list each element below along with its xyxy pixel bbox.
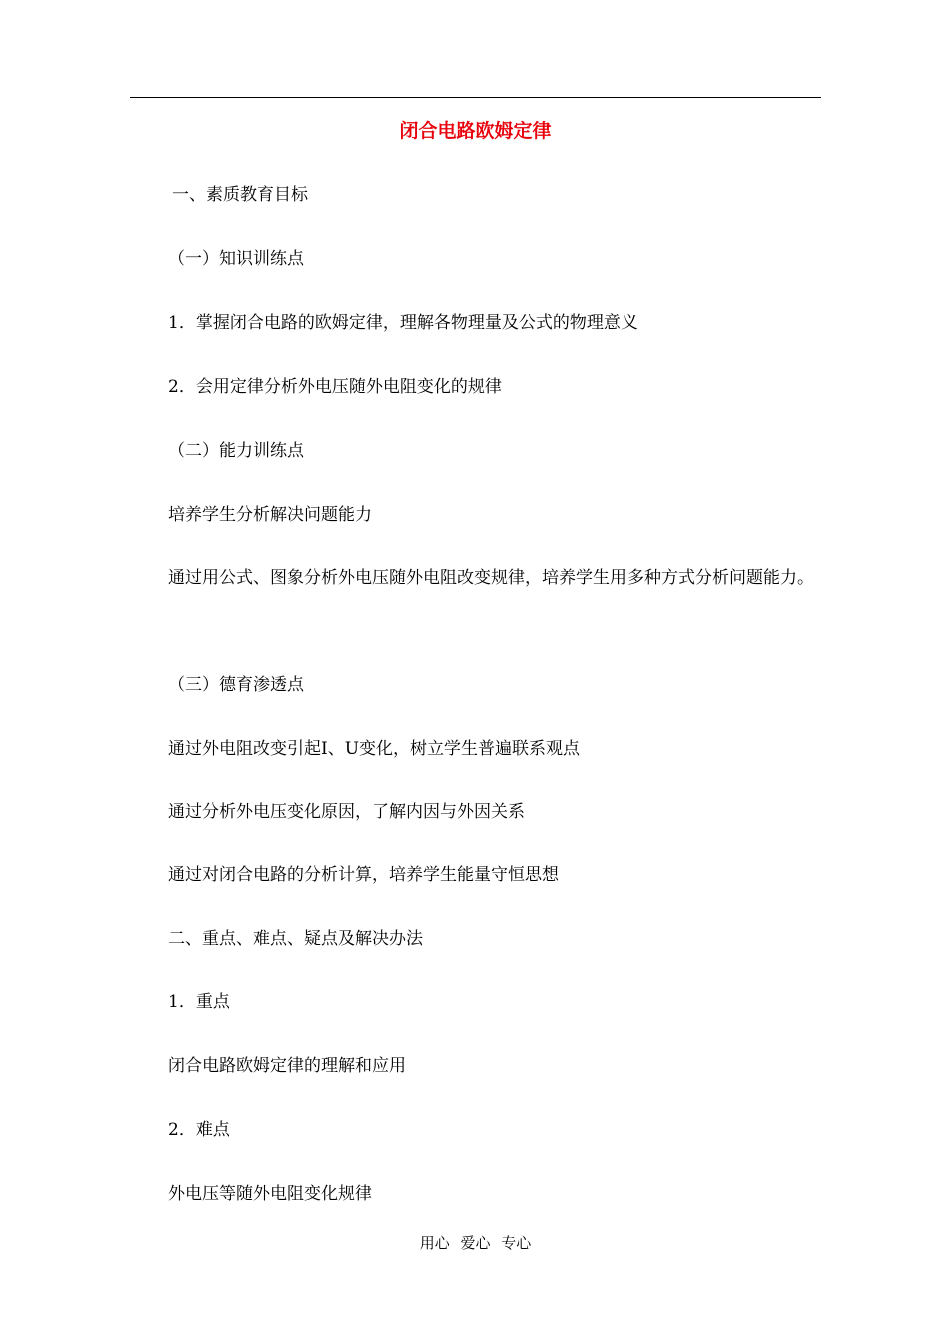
list-item: 1．重点 bbox=[168, 992, 230, 1012]
paragraph-line: 闭合电路欧姆定律的理解和应用 bbox=[168, 1056, 406, 1076]
paragraph-line: 外电压等随外电阻变化规律 bbox=[168, 1184, 372, 1204]
section-heading-1: 一、素质教育目标 bbox=[172, 185, 308, 205]
header-rule bbox=[130, 97, 821, 98]
paragraph-line: 通过外电阻改变引起I、U变化，树立学生普遍联系观点 bbox=[168, 739, 581, 759]
paragraph-line: 培养学生分析解决问题能力 bbox=[168, 505, 372, 525]
paragraph-text: 通过用公式、图象分析外电压随外电阻改变规律，培养学生用多种方式分析问题能力。 bbox=[168, 568, 814, 588]
list-item: 2．难点 bbox=[168, 1120, 230, 1140]
subsection-heading-knowledge: （一）知识训练点 bbox=[168, 249, 304, 269]
paragraph-line: 通过对闭合电路的分析计算，培养学生能量守恒思想 bbox=[168, 865, 559, 885]
subsection-heading-ability: （二）能力训练点 bbox=[168, 441, 304, 461]
document-title: 闭合电路欧姆定律 bbox=[399, 120, 552, 142]
subsection-heading-moral: （三）德育渗透点 bbox=[168, 675, 304, 695]
paragraph-line: 通过分析外电压变化原因，了解内因与外因关系 bbox=[168, 802, 525, 822]
list-item: 2．会用定律分析外电压随外电阻变化的规律 bbox=[168, 377, 502, 397]
list-item: 1．掌握闭合电路的欧姆定律，理解各物理量及公式的物理意义 bbox=[168, 313, 638, 333]
paragraph-wrapped bbox=[130, 557, 821, 600]
page-footer: 用心 爱心 专心 bbox=[419, 1234, 532, 1252]
section-heading-2: 二、重点、难点、疑点及解决办法 bbox=[168, 929, 423, 949]
